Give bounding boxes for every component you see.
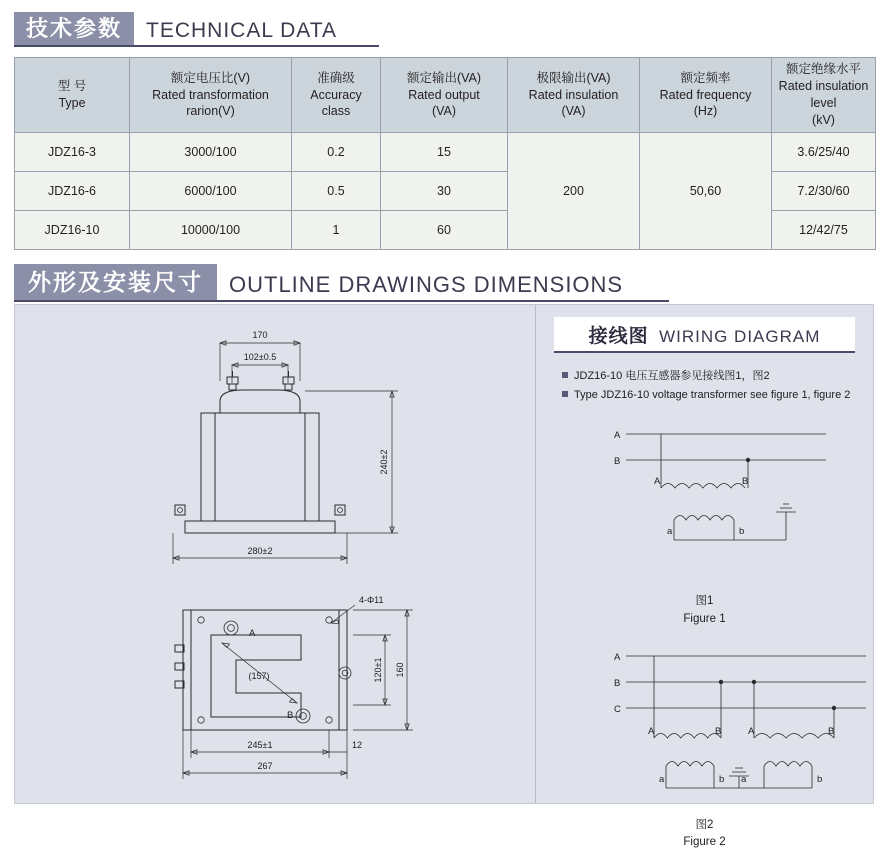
dim-12: 12 [352,740,363,750]
column-header-type: 型 号 Type [15,58,130,133]
fig2-coil-a1: A [648,725,655,737]
dim-157: (157) [248,671,270,681]
technical-data-section [0,12,890,47]
fig2-secondary-b1: b [719,773,725,785]
table-row [15,133,876,172]
dim-245: 245±1 [247,740,273,750]
column-header-insulation-level: 额定绝缘水平 Rated insulation level (kV) [772,58,876,133]
column-header-insulation: 极限输出(VA) Rated insulation (VA) [508,58,640,133]
fig2-terminal-c: C [614,703,621,715]
cell-type: JDZ16-6 [15,172,130,211]
fig1-secondary-a: a [667,526,673,538]
technical-data-title-en: TECHNICAL DATA [146,19,337,43]
wiring-note-item: Type JDZ16-10 voltage transformer see figure 1, figure 2 [562,386,873,405]
dim-280: 280±2 [247,546,273,556]
wiring-notes [562,367,873,404]
outline-title-cn: 外形及安装尺寸 [14,264,217,300]
outline-drawings-section [0,264,890,302]
top-label-b: B [287,710,294,721]
cell-accuracy: 0.2 [292,133,381,172]
bullet-square-icon [562,391,568,397]
cell-insulation-level: 7.2/30/60 [772,172,876,211]
figure-2-caption: 图2 Figure 2 [683,818,726,849]
column-header-accuracy: 准确级 Accuracy class [292,58,381,133]
dim-102: 102±0.5 [243,352,277,362]
bullet-square-icon [562,372,568,378]
fig1-secondary-b: b [739,526,745,538]
cell-ratio: 6000/100 [130,172,292,211]
wiring-figure-1-svg [536,412,890,597]
dim-267: 267 [257,761,273,771]
dim-120: 120±1 [373,657,383,683]
top-label-a: A [249,628,256,639]
fig1-terminal-b: B [614,456,621,468]
cell-type: JDZ16-3 [15,133,130,172]
outline-drawings-header [14,264,669,302]
technical-data-table [14,57,876,250]
column-header-frequency: 额定频率 Rated frequency (Hz) [640,58,772,133]
wiring-title-cn: 接线图 [588,326,649,347]
cell-ratio: 10000/100 [130,211,292,250]
fig2-terminal-b: B [614,677,621,689]
cell-insulation-level: 3.6/25/40 [772,133,876,172]
outline-drawing-svg [15,305,535,805]
outline-title-en: OUTLINE DRAWINGS DIMENSIONS [229,272,624,298]
fig2-terminal-a: A [614,651,621,663]
cell-output: 30 [381,172,508,211]
cell-ratio: 3000/100 [130,133,292,172]
column-header-ratio: 额定电压比(V) Rated transformation rarion(V) [130,58,292,133]
dim-160: 160 [395,662,405,678]
cell-type: JDZ16-10 [15,211,130,250]
cell-accuracy: 0.5 [292,172,381,211]
wiring-note-item: JDZ16-10 电压互感器参见接线图1，图2 [562,367,873,386]
outline-drawings-area [15,305,535,803]
cell-insulation-level: 12/42/75 [772,211,876,250]
dim-170: 170 [252,330,268,340]
cell-rated-insulation: 200 [508,133,640,250]
fig2-coil-a2: A [748,725,755,737]
dim-240: 240±2 [379,449,389,475]
fig2-secondary-a2: a [741,773,747,785]
wiring-diagram-area [536,305,873,849]
cell-output: 60 [381,211,508,250]
wiring-figure-2-svg [536,638,890,823]
cell-rated-frequency: 50,60 [640,133,772,250]
fig1-terminal-a: A [614,430,621,442]
drawings-panel [14,304,874,849]
technical-data-header [14,12,379,47]
column-header-output: 额定输出(VA) Rated output (VA) [381,58,508,133]
fig2-coil-b2: B [828,725,835,737]
cell-output: 15 [381,133,508,172]
fig1-coil-a: A [654,476,661,488]
wiring-diagram-header [554,317,855,353]
cell-accuracy: 1 [292,211,381,250]
technical-data-title-cn: 技术参数 [14,12,134,45]
dim-4-phi-11: 4-Φ11 [359,595,384,605]
fig1-coil-b: B [742,476,749,488]
figure-1-caption: 图1 Figure 1 [683,595,726,625]
fig2-coil-b1: B [715,725,722,737]
fig2-secondary-a1: a [659,773,665,785]
table-header-row [15,58,876,133]
fig2-secondary-b2: b [817,773,823,785]
wiring-title-en: WIRING DIAGRAM [659,327,821,346]
